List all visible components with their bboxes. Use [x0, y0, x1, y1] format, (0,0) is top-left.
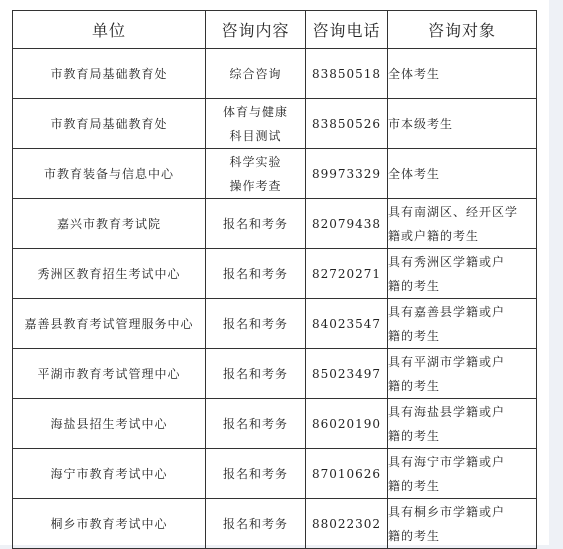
cell-target [388, 299, 537, 349]
cell-content-line: 报名和考务 [222, 516, 288, 531]
cell-content-line: 体育与健康 [222, 104, 288, 119]
cell-target [388, 249, 537, 299]
cell-target-line: 具有南湖区、经开区学 [388, 204, 519, 219]
cell-phone: 83850526 [306, 99, 388, 149]
cell-target-line: 籍的考生 [388, 278, 441, 293]
cell-content-line: 操作考查 [229, 178, 282, 193]
cell-unit: 市教育局基础教育处 [13, 99, 206, 149]
table-row [13, 299, 537, 349]
table-row [13, 499, 537, 549]
cell-content [206, 399, 306, 449]
cell-content [206, 149, 306, 199]
cell-content-line: 科学实验 [229, 154, 282, 169]
cell-content [206, 199, 306, 249]
cell-unit: 海盐县招生考试中心 [13, 399, 206, 449]
header-content: 咨询内容 [206, 11, 306, 49]
consultation-table [12, 10, 537, 549]
cell-content-line: 报名和考务 [222, 466, 288, 481]
cell-target-line: 具有海宁市学籍或户 [388, 454, 506, 469]
table-row [13, 249, 537, 299]
cell-unit: 海宁市教育考试中心 [13, 449, 206, 499]
cell-target-line: 具有平湖市学籍或户 [388, 354, 506, 369]
table-row [13, 149, 537, 199]
cell-target-line: 全体考生 [388, 66, 441, 81]
cell-content-line: 报名和考务 [222, 266, 288, 281]
cell-unit: 市教育局基础教育处 [13, 49, 206, 99]
cell-unit: 桐乡市教育考试中心 [13, 499, 206, 549]
table-row [13, 349, 537, 399]
cell-content [206, 249, 306, 299]
cell-unit: 平湖市教育考试管理中心 [13, 349, 206, 399]
cell-target [388, 149, 537, 199]
cell-content-line: 报名和考务 [222, 366, 288, 381]
cell-target [388, 499, 537, 549]
cell-content-line: 报名和考务 [222, 216, 288, 231]
cell-target [388, 99, 537, 149]
table-row [13, 99, 537, 149]
table-row [13, 449, 537, 499]
cell-unit: 嘉善县教育考试管理服务中心 [13, 299, 206, 349]
table-row [13, 199, 537, 249]
cell-target [388, 199, 537, 249]
cell-unit: 市教育装备与信息中心 [13, 149, 206, 199]
cell-phone: 83850518 [306, 49, 388, 99]
cell-phone: 82079438 [306, 199, 388, 249]
table-row [13, 49, 537, 99]
header-phone: 咨询电话 [306, 11, 388, 49]
cell-target-line: 具有海盐县学籍或户 [388, 404, 506, 419]
header-target: 咨询对象 [388, 11, 537, 49]
cell-phone: 87010626 [306, 449, 388, 499]
cell-phone: 85023497 [306, 349, 388, 399]
cell-target [388, 449, 537, 499]
table-header-row [13, 11, 537, 49]
cell-content [206, 99, 306, 149]
cell-target-line: 籍的考生 [388, 328, 441, 343]
cell-target-line: 具有秀洲区学籍或户 [388, 254, 506, 269]
cell-target-line: 全体考生 [388, 166, 441, 181]
cell-phone: 86020190 [306, 399, 388, 449]
cell-content-line: 综合咨询 [229, 66, 282, 81]
table-body [13, 49, 537, 549]
cell-phone: 84023547 [306, 299, 388, 349]
cell-content-line: 报名和考务 [222, 416, 288, 431]
cell-content-line: 科目测试 [229, 128, 282, 143]
cell-target-line: 籍的考生 [388, 428, 441, 443]
cell-content [206, 499, 306, 549]
cell-target-line: 具有桐乡市学籍或户 [388, 504, 506, 519]
page-right-margin [549, 0, 563, 549]
cell-phone: 88022302 [306, 499, 388, 549]
cell-target-line: 具有嘉善县学籍或户 [388, 304, 506, 319]
cell-content [206, 299, 306, 349]
cell-target [388, 399, 537, 449]
cell-target [388, 49, 537, 99]
cell-phone: 82720271 [306, 249, 388, 299]
cell-content [206, 49, 306, 99]
cell-target-line: 籍的考生 [388, 378, 441, 393]
cell-target-line: 籍的考生 [388, 528, 441, 543]
table-row [13, 399, 537, 449]
cell-target-line: 市本级考生 [388, 116, 454, 131]
cell-content [206, 449, 306, 499]
cell-content [206, 349, 306, 399]
cell-unit: 嘉兴市教育考试院 [13, 199, 206, 249]
cell-target [388, 349, 537, 399]
cell-target-line: 籍或户籍的考生 [388, 228, 480, 243]
header-unit: 单位 [13, 11, 206, 49]
cell-unit: 秀洲区教育招生考试中心 [13, 249, 206, 299]
cell-target-line: 籍的考生 [388, 478, 441, 493]
cell-content-line: 报名和考务 [222, 316, 288, 331]
cell-phone: 89973329 [306, 149, 388, 199]
